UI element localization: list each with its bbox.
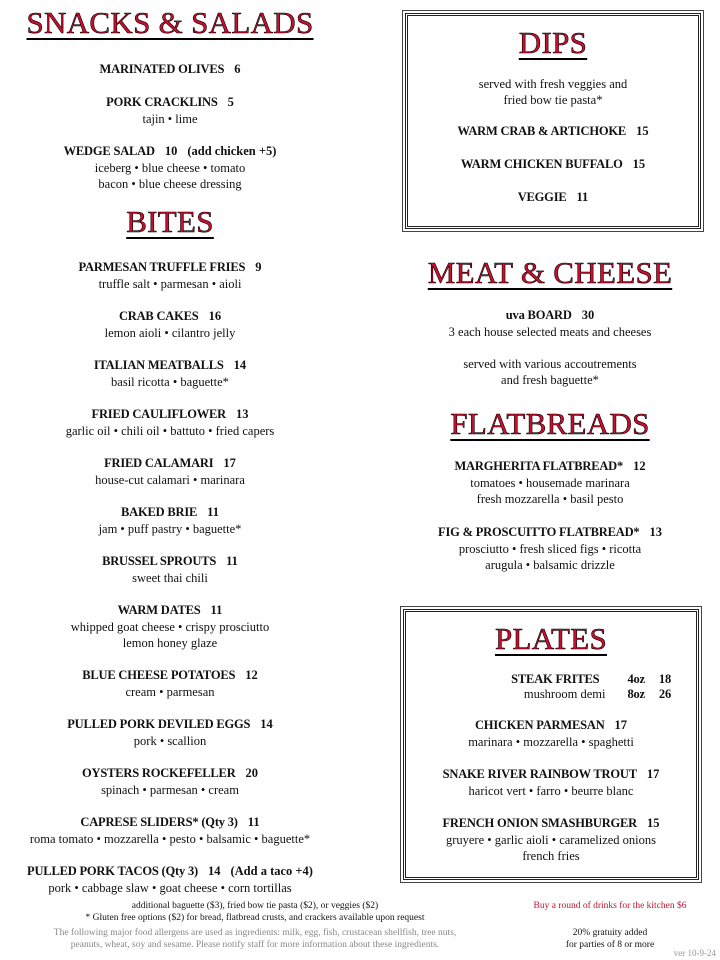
menu-item xyxy=(400,523,700,573)
menu-item xyxy=(0,142,340,192)
item-description: lemon honey glaze xyxy=(122,636,218,650)
item-description: pork • cabbage slaw • goat cheese • corn tortillas xyxy=(48,881,292,895)
meat-cheese-line: 3 each house selected meats and cheeses xyxy=(448,325,652,339)
steak-size-4oz: 4oz xyxy=(627,672,645,686)
meat-cheese-line: and fresh baguette* xyxy=(501,373,599,387)
item-description: pork • scallion xyxy=(133,734,207,748)
snacks-list xyxy=(0,60,340,207)
item-name: PULLED PORK DEVILED EGGS xyxy=(67,717,251,731)
steak-frites-item xyxy=(406,672,671,702)
item-name: CRAB CAKES xyxy=(118,309,199,323)
item-price: 12 xyxy=(245,668,258,682)
item-name: FRENCH ONION SMASHBURGER xyxy=(442,816,638,830)
item-description: roma tomato • mozzarella • pesto • balsamic • baguette* xyxy=(29,832,311,846)
menu-item xyxy=(0,258,340,292)
footer-extras: additional baguette ($3), fried bow tie pasta ($2), or veggies ($2) xyxy=(131,901,379,911)
item-name: MARGHERITA FLATBREAD* xyxy=(454,459,624,473)
board-name: uva BOARD xyxy=(505,308,572,322)
plates-box xyxy=(403,609,699,880)
item-description: gruyere • garlic aioli • caramelized onions xyxy=(445,833,657,847)
plates-heading: PLATES xyxy=(494,621,608,656)
meat-cheese-line: served with various accoutrements xyxy=(463,357,637,371)
item-name: FRIED CALAMARI xyxy=(104,456,214,470)
steak-price-4oz: 18 xyxy=(658,672,671,686)
allergen-note: The following major food allergens are used as ingredients: milk, egg, fish, crustacean shellfish, tree nuts, xyxy=(53,928,457,938)
item-price: 5 xyxy=(227,95,234,109)
item-name: FRIED CAULIFLOWER xyxy=(91,407,226,421)
item-name: WARM CHICKEN BUFFALO xyxy=(460,157,623,171)
menu-item xyxy=(0,715,340,749)
dips-intro-line: fried bow tie pasta* xyxy=(503,93,603,107)
menu-item xyxy=(0,60,340,78)
gratuity-note: 20% gratuity added xyxy=(572,928,648,938)
item-price: 15 xyxy=(636,124,649,138)
item-description: haricot vert • farro • beurre blanc xyxy=(468,784,634,798)
footer-right xyxy=(515,900,705,951)
item-price: 11 xyxy=(226,554,238,568)
item-description: french fries xyxy=(522,849,580,863)
item-price: 17 xyxy=(223,456,236,470)
item-description: cream • parmesan xyxy=(125,685,215,699)
item-price: 20 xyxy=(245,766,259,780)
flatbreads-heading: FLATBREADS xyxy=(450,406,650,441)
item-name: ITALIAN MEATBALLS xyxy=(93,358,224,372)
menu-item xyxy=(406,716,696,750)
item-addon: (add chicken +5) xyxy=(187,144,277,158)
item-description: jam • puff pastry • baguette* xyxy=(98,522,242,536)
item-price: 16 xyxy=(208,309,222,323)
item-price: 17 xyxy=(646,767,660,781)
menu-item xyxy=(0,307,340,341)
item-price: 10 xyxy=(164,144,178,158)
gratuity-note: for parties of 8 or more xyxy=(565,940,655,950)
item-name: BLUE CHEESE POTATOES xyxy=(82,668,236,682)
steak-price-8oz: 26 xyxy=(658,687,671,701)
item-description: basil ricotta • baguette* xyxy=(111,375,229,389)
item-addon: (Add a taco +4) xyxy=(230,864,313,878)
footer-gluten: * Gluten free options ($2) for bread, flatbread crusts, and crackers available upon request xyxy=(85,913,425,923)
footer-notes xyxy=(20,900,490,951)
menu-item xyxy=(0,93,340,127)
menu-item xyxy=(0,405,340,439)
version-label: ver 10-9-24 xyxy=(673,948,716,958)
item-name: CHICKEN PARMESAN xyxy=(474,718,605,732)
item-description: garlic oil • chili oil • battuto • fried capers xyxy=(65,424,275,438)
item-name: FIG & PROSCUITTO FLATBREAD* xyxy=(438,525,640,539)
menu-item xyxy=(400,457,700,507)
menu-item xyxy=(408,188,698,206)
meat-cheese-heading: MEAT & CHEESE xyxy=(427,255,673,290)
dips-box xyxy=(405,13,701,229)
item-price: 12 xyxy=(633,459,646,473)
item-name: PORK CRACKLINS xyxy=(106,95,218,109)
item-name: PARMESAN TRUFFLE FRIES xyxy=(78,260,246,274)
item-name: SNAKE RIVER RAINBOW TROUT xyxy=(442,767,637,781)
item-description: arugula • balsamic drizzle xyxy=(485,558,615,572)
menu-item xyxy=(408,122,698,140)
item-description: lemon aioli • cilantro jelly xyxy=(104,326,236,340)
kitchen-drinks-note: Buy a round of drinks for the kitchen $6 xyxy=(533,901,687,911)
item-name: WEDGE SALAD xyxy=(63,144,155,158)
item-name: MARINATED OLIVES xyxy=(99,62,225,76)
item-name: BAKED BRIE xyxy=(121,505,198,519)
item-name: PULLED PORK TACOS (Qty 3) xyxy=(27,864,198,878)
item-price: 15 xyxy=(632,157,646,171)
item-name: OYSTERS ROCKEFELLER xyxy=(81,766,236,780)
menu-item xyxy=(0,503,340,537)
dips-intro-line: served with fresh veggies and xyxy=(478,77,628,91)
menu-item xyxy=(0,862,340,896)
item-description: marinara • mozzarella • spaghetti xyxy=(468,735,634,749)
item-description: prosciutto • fresh sliced figs • ricotta xyxy=(458,542,642,556)
item-price: 14 xyxy=(260,717,273,731)
item-description: tajin • lime xyxy=(142,112,198,126)
plates-list xyxy=(406,716,696,864)
item-name: VEGGIE xyxy=(517,190,567,204)
snacks-heading: SNACKS & SALADS xyxy=(26,5,314,40)
item-price: 14 xyxy=(233,358,247,372)
allergen-note: peanuts, wheat, soy and sesame. Please notify staff for more information about these ingredients. xyxy=(70,940,440,950)
menu-item xyxy=(0,666,340,700)
dips-list xyxy=(408,122,698,206)
menu-item xyxy=(408,155,698,173)
item-name: WARM DATES xyxy=(117,603,201,617)
bites-list xyxy=(0,258,340,911)
steak-name: STEAK FRITES xyxy=(511,672,600,686)
menu-item xyxy=(0,764,340,798)
item-description: tomatoes • housemade marinara xyxy=(470,476,630,490)
meat-cheese-section xyxy=(400,306,700,388)
item-price: 13 xyxy=(649,525,662,539)
item-price: 13 xyxy=(235,407,249,421)
board-price: 30 xyxy=(581,308,595,322)
item-description: house-cut calamari • marinara xyxy=(95,473,245,487)
item-description: sweet thai chili xyxy=(132,571,208,585)
menu-item xyxy=(406,765,696,799)
item-price: 11 xyxy=(576,190,589,204)
item-price: 15 xyxy=(647,816,660,830)
menu-item xyxy=(0,552,340,586)
steak-size-8oz: 8oz xyxy=(627,687,645,701)
item-name: WARM CRAB & ARTICHOKE xyxy=(457,124,627,138)
flatbreads-list xyxy=(400,457,700,589)
menu-item xyxy=(0,356,340,390)
item-name: CAPRESE SLIDERS* (Qty 3) xyxy=(80,815,238,829)
bites-heading: BITES xyxy=(126,204,214,239)
item-price: 6 xyxy=(234,62,241,76)
menu-item xyxy=(406,814,696,864)
dips-heading: DIPS xyxy=(518,25,588,60)
meat-cheese-line xyxy=(400,340,700,356)
item-description: iceberg • blue cheese • tomato xyxy=(94,161,246,175)
menu-item xyxy=(0,454,340,488)
steak-desc: mushroom demi xyxy=(523,687,606,701)
item-price: 11 xyxy=(247,815,260,829)
item-price: 11 xyxy=(210,603,223,617)
item-price: 14 xyxy=(207,864,221,878)
item-price: 17 xyxy=(614,718,628,732)
menu-item xyxy=(0,813,340,847)
item-description: truffle salt • parmesan • aioli xyxy=(98,277,242,291)
item-price: 9 xyxy=(255,260,262,274)
item-price: 11 xyxy=(207,505,219,519)
menu-item xyxy=(0,601,340,651)
item-description: fresh mozzarella • basil pesto xyxy=(476,492,624,506)
item-description: spinach • parmesan • cream xyxy=(101,783,239,797)
item-name: BRUSSEL SPROUTS xyxy=(102,554,217,568)
item-description: whipped goat cheese • crispy prosciutto xyxy=(70,620,270,634)
item-description: bacon • blue cheese dressing xyxy=(98,177,242,191)
